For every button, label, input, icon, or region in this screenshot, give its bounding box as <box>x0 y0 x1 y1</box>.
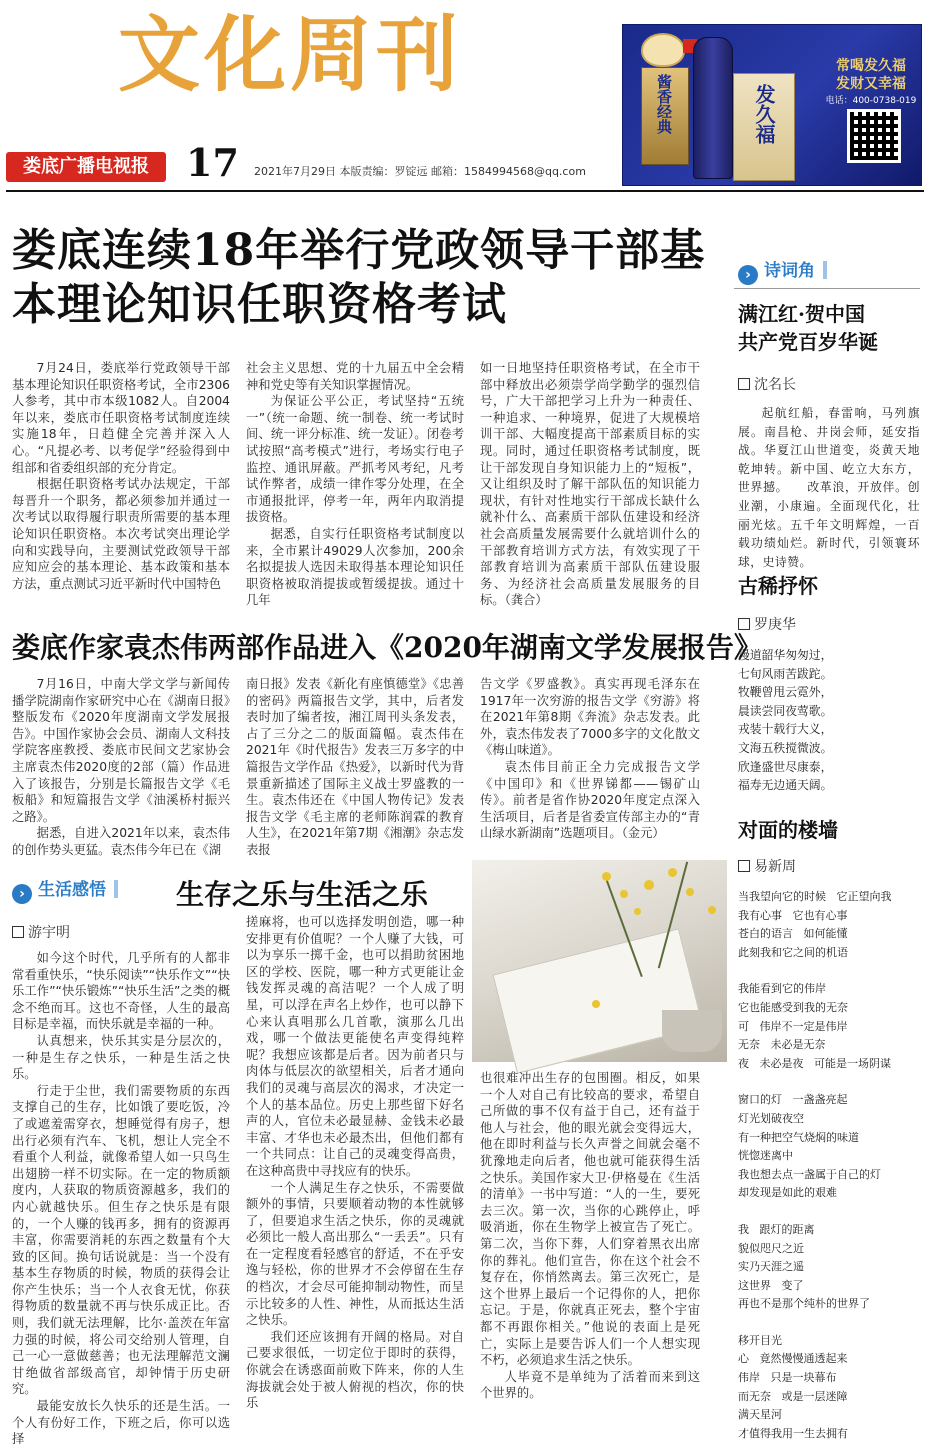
poem-line: 当我望向它的时候 它正望向我 <box>738 890 892 903</box>
poem-line: 有一种把空气烧焖的味道 <box>738 1130 859 1144</box>
poem-line: 满天星河 <box>738 1408 782 1422</box>
poem-line: 伟岸 只是一块幕布 <box>738 1371 837 1385</box>
product-name: 发久福 <box>752 84 776 144</box>
poem3-text <box>738 888 892 1443</box>
poem1-title <box>738 300 878 356</box>
chevron-right-icon: › <box>738 265 758 285</box>
paragraph: 为保证公平公正，考试坚持“五统一”（统一命题、统一制卷、统一考试时间、统一评分标准、统一发证）。闭卷考试按照“高考模式”进行，考场实行电子监控、通讯屏蔽。严抓考风考纪，凡考试作弊者，成绩一律作零分处理，在全市通报批评，停考一年，两年内取消提拔资格。 <box>246 394 464 525</box>
article1-column-3 <box>480 360 700 608</box>
paragraph: 如一日地坚持任职资格考试，在全市干部中释放出必须崇学尚学勤学的强烈信号，广大干部把学习上升为一种责任、一种追求、一种境界，促进了大规模培训干部、大幅度提高干部素质目标的实现。同时，通过任职资格考试制度，既让干部发现自身知识能力上的“短板”，又让组织及时了解干部队伍的知识能力现状，有针对性地实行干部成长缺什么就补什么、高素质干部队伍建设和经济社会高质量发展需要什么就培训什么的干部教育培训方式方法，有效实现了干部教育培训为高素质干部队伍建设服务、为经济社会高质量发展服务的目标。（龚合） <box>480 361 700 608</box>
paragraph: 一个人满足生存之快乐，不需要做额外的事情，只要顺着动物的本性就够了，但要追求生活之快乐，你的灵魂就必须比一般人高出那么“一丢丢”。只有在一定程度看轻感官的舒适，不在乎安逸与轻松，你的世界才不会停留在生存的档次，才会尽可能抑制动物性，而呈示比较多的人性、神性，从而抵达生活之快乐。 <box>246 1180 464 1328</box>
ad-slogan <box>823 57 919 93</box>
poem-line: 此刻我和它之间的机语 <box>738 945 848 959</box>
poem-line: 心 竟然慢慢通透起来 <box>738 1352 848 1366</box>
issue-info: 2021年7月29日 本版责编：罗锭远 邮箱：1584994568@qq.com <box>254 165 586 178</box>
poem-line: 这世界 变了 <box>738 1278 804 1292</box>
chevron-right-icon: › <box>12 884 32 904</box>
byline-box-icon <box>12 926 24 938</box>
ad-slogan-line-2: 发财又幸福 <box>836 76 906 92</box>
poem-line: 实乃天涯之遥 <box>738 1260 804 1274</box>
poem-line: 晨读尝同夜莺歌。 <box>738 703 833 718</box>
poem3-byline <box>738 856 796 876</box>
box-text: 酱香经典 <box>655 74 673 134</box>
brand-logo-icon <box>641 33 685 67</box>
paragraph: 告文学《罗盛教》。真实再现毛泽东在1917年一次穷游的报告文学《穷游》将在2021年第8期《奔流》杂志发表。此外，袁杰伟发表了7000多字的文化散文《梅山味道》。 <box>480 677 700 758</box>
poem-line: 戎装十载行大义， <box>738 722 833 737</box>
poem-line: 七旬风雨苦跋跎。 <box>738 666 833 681</box>
poem-line: 我也想去点一盏属于自己的灯 <box>738 1167 881 1181</box>
author-name: 易新周 <box>754 859 796 875</box>
article3-column-1 <box>12 950 230 1447</box>
flower-icon <box>620 890 628 898</box>
poem-line: 夜 未必是夜 可能是一场阴谋 <box>738 1056 891 1070</box>
paragraph: 袁杰伟目前正全力完成报告文学《中国印》和《世界锑都——锡矿山传》。前者是省作协2020年度定点深入生活项目，后者是省委宣传部主办的“青山绿水新湖南”选题项目。（金元） <box>480 759 700 841</box>
sidebar-divider <box>734 288 920 289</box>
section-tag-label: 生活感悟 <box>38 880 106 900</box>
poem2-byline <box>738 614 796 634</box>
poem-line: 才值得我用一生去拥有 <box>738 1426 848 1440</box>
flower-icon <box>602 872 611 881</box>
article3-column-3 <box>480 1070 700 1401</box>
poem3-title: 对面的楼墙 <box>738 818 838 842</box>
poem-line: 它也能感受到我的无奈 <box>738 1000 848 1014</box>
flower-icon <box>668 868 677 877</box>
paragraph: 社会主义思想、党的十九届五中全会精神和党史等有关知识掌握情况。 <box>246 361 464 392</box>
article2-column-2 <box>246 676 464 857</box>
flower-icon <box>592 1000 600 1008</box>
poem-line: 我 跟灯的距离 <box>738 1222 815 1236</box>
flower-icon <box>708 906 716 914</box>
poem-line: 却发现是如此的艰难 <box>738 1186 837 1200</box>
poem-line: 苍白的语言 如何能懂 <box>738 927 848 941</box>
poem-line: 貌似咫尺之近 <box>738 1241 804 1255</box>
paragraph: 据悉，自进入2021年以来，袁杰伟的创作势头更猛。袁杰伟今年已在《湖 <box>12 826 230 857</box>
advertisement-banner[interactable] <box>622 24 922 186</box>
article1-column-1 <box>12 360 230 600</box>
paragraph: 根据任职资格考试办法规定，干部每晋升一个职务，都必须参加并通过一次考试以取得履行职责所需要的基本理论知识任职资格。本次考试突出理论学向和实践导向，主要测试党政领导干部应知应会的基本理论、基本政策和基本方法，重点测试习近平新时代中国特色 <box>12 477 230 591</box>
poem-line: 福寿无边通天阔。 <box>738 778 833 793</box>
flower-icon <box>634 908 641 915</box>
poem1-text: 起航红船，春雷响，马列旗展。南昌枪、井岗会师，延安指战。华夏江山世道变，炎黄天地乾坤转。新中国、屹立大东方，世界撼。 改革浪，开放伴。创业潮，小康遍。全面现代化，壮丽光炫。五千年文明辉煌，一百载功绩灿烂。新时代，引领寰环球，史诗赞。 <box>738 406 920 569</box>
byline-box-icon <box>738 378 750 390</box>
paragraph: 据悉，自实行任职资格考试制度以来，全市累计49029人次参加，200余名拟提拔人选因未取得基本理论知识任职资格被取消提拔或暂缓提拔。通过十几年 <box>246 526 464 608</box>
poem-line: 灯光划破夜空 <box>738 1111 804 1125</box>
poem-line: 漫道韶华匆匆过， <box>738 648 833 662</box>
poem-line: 无奈 未必是无奈 <box>738 1038 826 1052</box>
flower-icon <box>686 888 694 896</box>
tag-bar-icon <box>823 261 827 279</box>
author-name: 游宇明 <box>28 925 70 941</box>
article1-headline: 娄底连续18年举行党政领导干部基本理论知识任职资格考试 <box>12 225 706 330</box>
paragraph: 我们还应该拥有开阔的格局。对自己要求很低，一切定位于即时的获得，你就会在诱惑面前败下阵来，你的人生海拔就会处于被人俯视的档次，你的快乐 <box>246 1329 464 1411</box>
teacup-image <box>662 1010 722 1052</box>
ad-slogan-line-1: 常喝发久福 <box>836 58 906 74</box>
article2-column-1 <box>12 676 230 857</box>
section-tag-poetry <box>738 256 827 285</box>
section-tag-label: 诗词角 <box>764 261 815 281</box>
section-tag-life <box>12 875 118 904</box>
article3-photo <box>472 860 727 1062</box>
qr-code-icon[interactable] <box>847 109 901 163</box>
poem-line: 我能看到它的伟岸 <box>738 982 826 996</box>
tag-bar-icon <box>114 880 118 898</box>
product-label <box>733 73 795 181</box>
paragraph: 行走于尘世，我们需要物质的东西支撑自己的生存，比如饿了要吃饭，冷了或遮羞需穿衣，想睡觉得有房子，想出行必须有汽车、飞机，想让人完全不看重个人利益，就像希望人如一只鸟生出翅膀一样不切实际。在一定的物质额度内，人获取的物质资源越多，我们的内心就越快乐。但生存之快乐是有限的，一个人赚的钱再多，拥有的资源再丰富，你需要消耗的东西之数量有个大致的区间。换句话说就是：当一个没有基本生存物质的时候，物质的获得会让你产生快乐；当一个人衣食无忧，你获得物质的数量就不再与快乐成正比。否则，我们就无法理解，比尔·盖茨在年富力强的时候，将公司交给别人管理，自己一心一意做慈善；也无法理解范文澜甘绝做省部级高官，却钟情于历史研究。 <box>12 1083 230 1397</box>
poem-line: 欣逢盛世尽康泰， <box>738 759 833 774</box>
masthead-title: 文化周刊 <box>118 7 463 103</box>
bottle-image <box>693 37 733 179</box>
article1-column-2 <box>246 360 464 608</box>
poem1-title-line: 满江红·贺中国 <box>738 302 865 326</box>
byline-box-icon <box>738 860 750 872</box>
poem-line: 可 伟岸不一定是伟岸 <box>738 1019 848 1033</box>
paragraph: 南日报》发表《新化有座慎德堂》《忠善的密码》两篇报告文学，其中，后者发表时加了编者按，湘江周刊头条发表，占了三分之二的版面篇幅。袁杰伟在2021年《时代报告》发表三万多字的中篇报告文学作品《热爱》，以新时代为背景重新描述了国际主义战士罗盛教的一生。袁杰伟还在《中国人物传记》发表报告文学《毛主席的老师陈润霖的教育人生》，在2021年第7期《湘潮》杂志发表报 <box>246 677 464 857</box>
author-name: 罗庚华 <box>754 617 796 633</box>
article2-headline: 娄底作家袁杰伟两部作品进入《2020年湖南文学发展报告》 <box>12 631 762 664</box>
poem2-title: 古稀抒怀 <box>738 574 818 598</box>
poem-line: 而无奈 或是一层迷障 <box>738 1389 848 1403</box>
poem-line: 恍惚迷离中 <box>738 1149 793 1163</box>
ad-phone: 电话：400-0738-019 <box>825 96 917 106</box>
paragraph: 认真想来，快乐其实是分层次的，一种是生存之快乐，一种是生活之快乐。 <box>12 1033 230 1082</box>
flower-icon <box>644 880 654 890</box>
article3-headline: 生存之乐与生活之乐 <box>176 878 429 911</box>
article3-byline <box>12 922 70 942</box>
poem-line: 移开目光 <box>738 1333 782 1347</box>
article3-column-2 <box>246 914 464 1411</box>
poem-line: 再也不是那个纯朴的世界了 <box>738 1297 870 1311</box>
paragraph: 如今这个时代，几乎所有的人都非常看重快乐，“快乐阅读”“快乐作文”“快乐工作”“快乐锻炼”“快乐生活”之类的概念不绝而耳。这也不奇怪，人生的最高目标是幸福，而快乐就是幸福的一种。 <box>12 951 230 1032</box>
poem2-text <box>738 646 832 795</box>
poem-line: 窗口的灯 一盏盏亮起 <box>738 1093 848 1107</box>
page-number: 17 <box>186 140 239 185</box>
gift-box-image <box>641 67 689 165</box>
newspaper-brand-badge: 娄底广播电视报 <box>6 152 166 182</box>
poem1-title-line: 共产党百岁华诞 <box>738 330 878 354</box>
paragraph: 最能安放长久快乐的还是生活。一个人有份好工作，下班之后，你可以选择 <box>12 1399 230 1447</box>
paragraph: 搓麻将，也可以选择发明创造，哪一种安排更有价值呢？一个人赚了大钱，可以为享乐一掷千金，也可以捐助贫困地区的学校、医院，哪一种方式更能让金钱发挥灵魂的高洁呢？一个人成了明星，可以浮在声名上炒作，也可以静下心来认真唱那么几首歌，演那么几出戏，哪一个做法更能使名声变得纯粹呢？我想应该都是后者。因为前者只与肉体与低层次的欲望相关，后者才通向我们的灵魂与高层次的渴求，才决定一个人的基本品位。历史上那些留下好名声的人，官位未必最显赫、金钱未必最丰富、才华也未必最杰出，但他们都有一个共同点：让自己的灵魂变得高贵，在这种高贵中寻找应有的快乐。 <box>246 915 464 1178</box>
author-name: 沈名长 <box>754 377 796 393</box>
byline-box-icon <box>738 618 750 630</box>
poem-line: 牧鞭曾甩云霓外， <box>738 685 833 700</box>
paragraph: 7月16日，中南大学文学与新闻传播学院湖南作家研究中心在《湖南日报》整版发布《2020年度湖南文学发展报告》。中国作家协会会员、湖南人文科技学院客座教授、娄底市民间文艺家协会主席袁杰伟2020度的2部（篇）作品进入了该报告，分别是长篇报告文学《毛板船》和短篇报告文学《油溪桥村振兴之路》。 <box>12 677 230 824</box>
paragraph: 人毕竟不是单纯为了活着而来到这个世界的。 <box>480 1369 700 1401</box>
poem-line: 我有心事 它也有心事 <box>738 908 848 922</box>
paragraph: 7月24日，娄底举行党政领导干部基本理论知识任职资格考试，全市2306人参考，其中市本级1082人。自2004年以来，娄底市任职资格考试制度连续实施18年，日趋健全完善并深入人心。“凡提必考、以考促学”经验得到中组部和省委组织部的充分肯定。 <box>12 361 230 475</box>
header-divider <box>6 190 924 192</box>
paragraph: 也很难冲出生存的包围圈。相反，如果一个人对自己有比较高的要求，希望自己所做的事不仅有益于自己，还有益于他人与社会，他的眼光就会变得远大，他在即时利益与长久声誉之间就会毫不犹豫地走向后者，他也就可能获得生活之快乐。美国作家大卫·伊格曼在《生活的清单》一书中写道：“人的一生，要死去三次。第一次，当你的心跳停止，呼吸消逝，你在生物学上被宣告了死亡。第二次，当你下葬，人们穿着黑衣出席你的葬礼。他们宣告，你在这个社会不复存在，你悄然离去。第三次死亡，是这个世界上最后一个记得你的人，把你忘记。于是，你就真正死去，整个宇宙都不再跟你相关。”他说的表面上是死亡，实际上是要告诉人们一个人想实现不朽，必须追求生活之快乐。 <box>480 1071 700 1368</box>
article2-column-3 <box>480 676 700 841</box>
poem-line: 文海五秩搅微波。 <box>738 740 833 755</box>
poem1-byline <box>738 374 796 394</box>
